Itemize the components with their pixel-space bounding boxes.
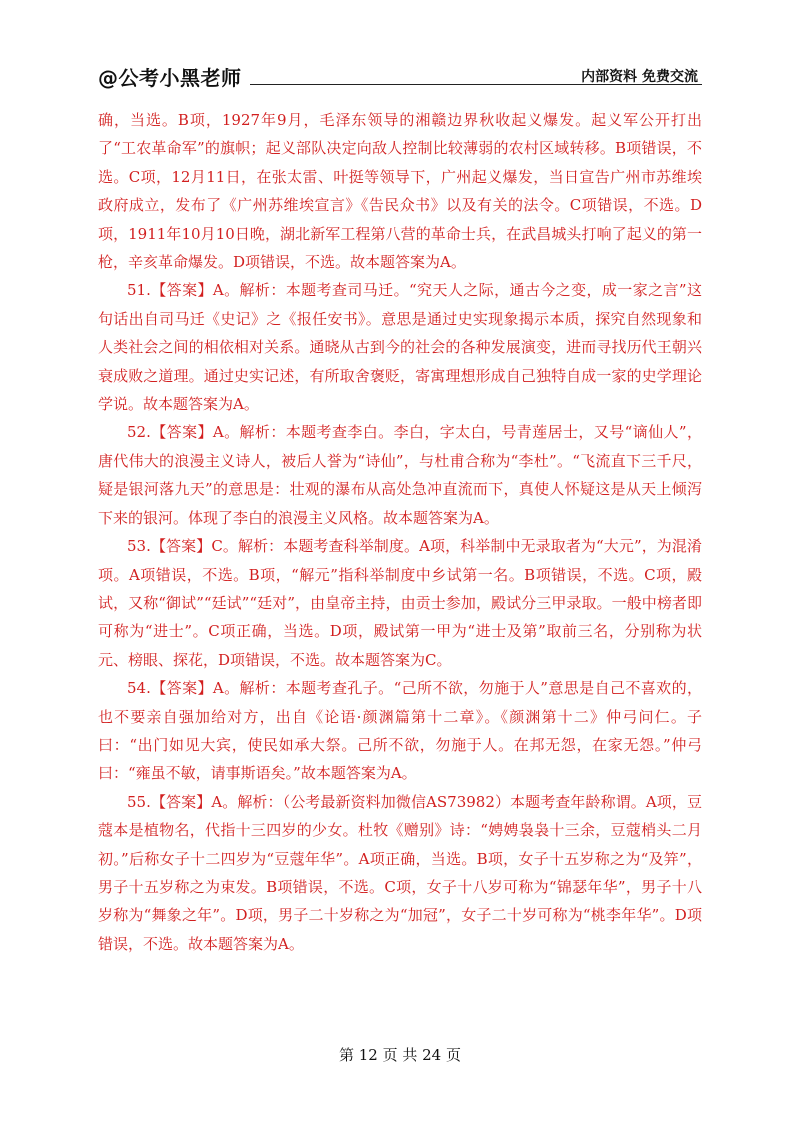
paragraph-answer-51: 51.【答案】A。解析：本题考查司马迁。“究天人之际，通古今之变，成一家之言”这句话出自司马迁《史记》之《报任安书》。意思是通过史实现象揭示本质，探究自然现象和人类社会之间的相依相对关系。通晓从古到今的社会的各种发展演变，进而寻找历代王朝兴衰成败之道理。通过史实记述，有所取舍褒贬，寄寓理想形成自己独特自成一家的史学理论学说。故本题答案为A。 [98, 281, 702, 414]
paragraph-answer-54: 54.【答案】A。解析：本题考查孔子。“己所不欲，勿施于人”意思是自己不喜欢的，也不要亲自强加给对方，出自《论语·颜渊篇第十二章》。《颜渊第十二》仲弓问仁。子曰：“出门如见大宾，使民如承大祭。己所不欲，勿施于人。在邦无怨，在家无怨。”仲弓曰：“雍虽不敏，请事斯语矣。”故本题答案为A。 [98, 679, 702, 783]
paragraph-answer-53: 53.【答案】C。解析：本题考查科举制度。A项，科举制中无录取者为“大元”，为混淆项。A项错误，不选。B项，“解元”指科举制度中乡试第一名。B项错误，不选。C项，殿试，又称“御试”“廷试”“廷对”，由皇帝主持，由贡士参加，殿试分三甲录取。一般中榜者即可称为“进士”。C项正确，当选。D项，殿试第一甲为“进士及第”取前三名，分别称为状元、榜眼、探花，D项错误，不选。故本题答案为C。 [98, 537, 702, 669]
page-number-footer: 第 12 页 共 24 页 [338, 1046, 461, 1064]
header-author-label: @公考小黑老师 [98, 66, 242, 90]
header-notice-label: 内部资料 免费交流 [581, 69, 698, 85]
paragraph-continuation: 确，当选。B项，1927年9月，毛泽东领导的湘赣边界秋收起义爆发。起义军公开打出了“工农革命军”的旗帜；起义部队决定向敌人控制比较薄弱的农村区域转移。B项错误，不选。C项，12月11日，在张太雷、叶挺等领导下，广州起义爆发，当日宣告广州市苏维埃政府成立，发布了《广州苏维埃宣言》《告民众书》以及有关的法令。C项错误，不选。D项，1911年10月10日晚，湖北新军工程第八营的革命士兵，在武昌城头打响了起义的第一枪，辛亥革命爆发。D项错误，不选。故本题答案为A。 [98, 111, 702, 272]
paragraph-answer-52: 52.【答案】A。解析：本题考查李白。李白，字太白，号青莲居士，又号“谪仙人”，唐代伟大的浪漫主义诗人，被后人誉为“诗仙”，与杜甫合称为“李杜”。“飞流直下三千尺，疑是银河落九天”的意思是：壮观的瀑布从高处急冲直流而下，真使人怀疑这是从天上倾泻下来的银河。体现了李白的浪漫主义风格。故本题答案为A。 [98, 423, 702, 527]
page-header [98, 58, 702, 88]
document-body [98, 106, 702, 958]
paragraph-answer-55: 55.【答案】A。解析：（公考最新资料加微信AS73982）本题考查年龄称谓。A项，豆蔻本是植物名，代指十三四岁的少女。杜牧《赠别》诗：“娉娉袅袅十三余，豆蔻梢头二月初。”后称女子十二四岁为“豆蔻年华”。A项正确，当选。B项，女子十五岁称之为“及笄”，男子十五岁称之为束发。B项错误，不选。C项，女子十八岁可称为“锦瑟年华”，男子十八岁称为“舞象之年”。D项，男子二十岁称之为“加冠”，女子二十岁可称为“桃李年华”。D项错误，不选。故本题答案为A。 [98, 792, 702, 953]
